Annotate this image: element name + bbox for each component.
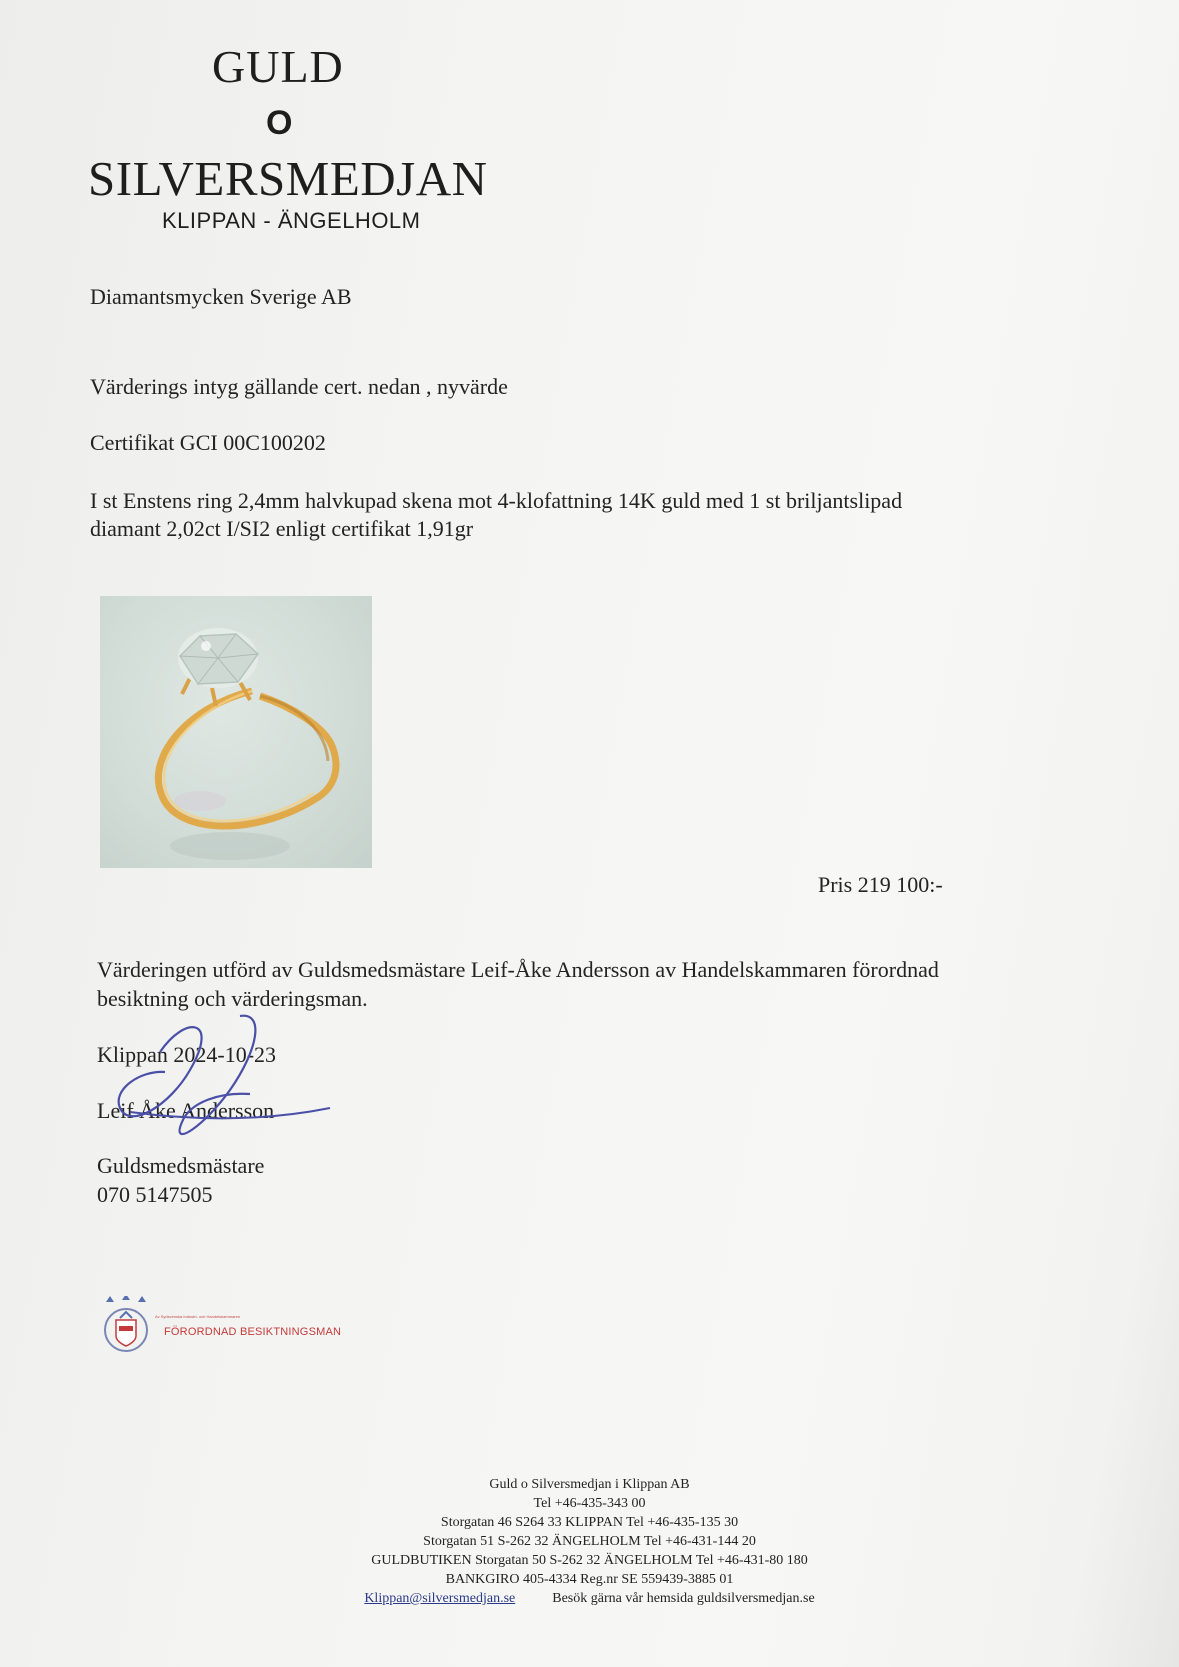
description-line-1: I st Enstens ring 2,4mm halvkupad skena mot 4-klofattning 14K guld med 1 st briljantslipad [90,488,903,513]
footer-phone: Tel +46-435-343 00 [533,1496,646,1511]
subject-line: Värderings intyg gällande cert. nedan , nyvärde [90,374,508,399]
email-link[interactable]: Klippan@silversmedjan.se [364,1591,516,1606]
footer-bank-info: BANKGIRO 405-4334 Reg.nr SE 559439-3885 01 [445,1572,734,1587]
ring-photo [100,596,372,868]
chamber-of-commerce-seal-icon [100,1296,152,1354]
footer-company: Guld o Silversmedjan i Klippan AB [489,1477,690,1492]
badge-subtitle: Av Sydsvenska Industri- och Handelskammaren [155,1314,241,1319]
brand-locations: KLIPPAN - ÄNGELHOLM [162,208,421,233]
footer-address-klippan: Storgatan 46 S264 33 KLIPPAN Tel +46-435-135 30 [440,1515,739,1530]
description-line-2: diamant 2,02ct I/SI2 enligt certifikat 1,91gr [90,516,474,541]
valuation-line-1: Värderingen utförd av Guldsmedsmästare Leif-Åke Andersson av Handelskammaren förordnad [97,957,939,982]
place-date: Klippan 2024-10-23 [97,1042,277,1067]
signer-phone: 070 5147505 [97,1182,213,1207]
brand-name-guld: GULD [212,41,344,92]
footer-contact [0,1591,1179,1607]
footer-address-angelholm: Storgatan 51 S-262 32 ÄNGELHOLM Tel +46-431-144 20 [423,1534,756,1549]
signer-title: Guldsmedsmästare [97,1153,265,1178]
footer-address-guldbutiken: GULDBUTIKEN Storgatan 50 S-262 32 ÄNGELHOLM Tel +46-431-80 180 [371,1553,808,1568]
ring-illustration [100,596,372,868]
price: Pris 219 100:- [818,872,943,897]
brand-name-o: O [266,104,293,142]
website-note: Besök gärna vår hemsida guldsilversmedjan.se [552,1591,815,1606]
badge-title: FÖRORDNAD BESIKTNINGSMAN [164,1326,342,1338]
certificate-number: Certifikat GCI 00C100202 [90,430,326,455]
handwritten-signature [90,1010,350,1160]
valuation-line-2: besiktning och värderingsman. [97,986,368,1011]
recipient: Diamantsmycken Sverige AB [90,284,352,309]
brand-name-silversmedjan: SILVERSMEDJAN [88,151,488,206]
signer-name: Leif Åke Andersson [97,1098,275,1123]
